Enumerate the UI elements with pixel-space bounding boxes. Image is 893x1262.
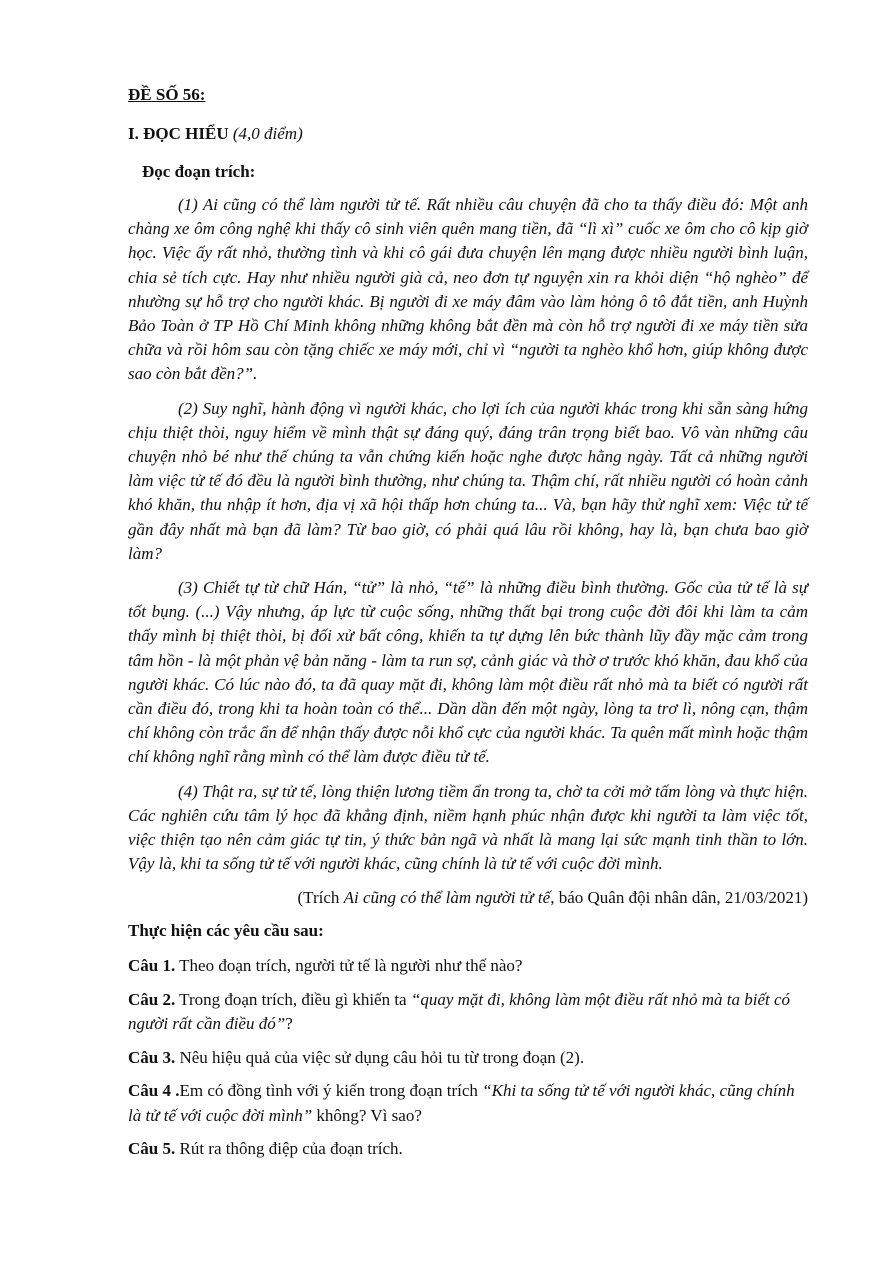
citation-title: Ai cũng có thể làm người tử tế: [343, 888, 551, 908]
question-text: Theo đoạn trích, người tử tế là người như thế nào?: [175, 956, 523, 976]
question-text: Trong đoạn trích, điều gì khiến ta: [175, 989, 411, 1009]
section-points: (4,0 điểm): [232, 124, 303, 143]
passage-paragraph-3: (3) Chiết tự từ chữ Hán, “tử” là nhỏ, “tế” là những điều bình thường. Gốc của tử tế là sự tốt bụng. (...) Vậy nhưng, áp lực từ cuộc sống, những thất bại trong cuộc đời đôi khi làm ta cảm thấy mình bị thiệt thòi, bị đối xử bất công, khiến ta tự dựng lên bức thành lũy đầy mặc cảm trong tâm hồn - là một phản vệ bản năng - làm ta run sợ, cảnh giác và thờ ơ trước khó khăn, đau khổ của người khác. Có lúc nào đó, ta đã quay mặt đi, không làm một điều rất nhỏ mà ta biết có người rất cần điều đó, trong khi ta hoàn toàn có thể... Dần dần đến một ngày, lòng ta trơ lì, nông cạn, thậm chí không còn trắc ẩn để nhận thấy được nỗi khổ cực của người khác. Ta quên mất mình hoặc thậm chí không nghĩ rằng mình có thể làm được điều tử tế.: [128, 578, 808, 767]
passage-paragraph-1: (1) Ai cũng có thể làm người tử tế. Rất nhiều câu chuyện đã cho ta thấy điều đó: Một anh chàng xe ôm công nghệ khi thấy cô sinh viên quên mang tiền, đã “lì xì” cuốc xe ôm cho cô kịp giờ học. Việc ấy rất nhỏ, thường tình và khi cô gái đưa chuyện lên mạng được nhiều người bình luận, chia sẻ tích cực. Hay như nhiều người già cả, neo đơn tự nguyện xin ra khỏi diện “hộ nghèo” để nhường sự hỗ trợ cho người khác. Bị người đi xe máy đâm vào làm hỏng ô tô đắt tiền, anh Huỳnh Bảo Toàn ở TP Hồ Chí Minh không những không bắt đền mà còn hỗ trợ người đi xe máy tiền sửa chữa và rồi hôm sau còn tặng chiếc xe máy mới, chỉ vì “người ta nghèo khổ hơn, giúp không được sao còn bắt đền?”.: [128, 195, 808, 384]
passage-paragraph-4: (4) Thật ra, sự tử tế, lòng thiện lương tiềm ẩn trong ta, chờ ta cởi mở tấm lòng và thực hiện. Các nghiên cứu tâm lý học đã khẳng định, niềm hạnh phúc nhận được khi người ta làm việc tốt, việc thiện tạo nên cảm giác tự tin, ý thức bản ngã và nhất là mang lại sức mạnh tinh thần to lớn. Vậy là, khi ta sống tử tế với người khác, cũng chính là tử tế với cuộc đời mình.: [128, 781, 808, 874]
source-citation: [128, 886, 808, 910]
document-page: [128, 84, 808, 1171]
citation-prefix: (Trích: [297, 888, 344, 908]
question-label: Câu 4 .: [128, 1081, 180, 1101]
section-title: I. ĐỌC HIỂU: [128, 124, 229, 143]
question-quote: “Khi ta sống tử tế với người khác, cũng chính là tử tế với cuộc đời mình”: [128, 1081, 795, 1125]
passage-paragraph-2: (2) Suy nghĩ, hành động vì người khác, cho lợi ích của người khác trong khi sẵn sàng hứng chịu thiệt thòi, nguy hiểm về mình thật sự đáng quý, đáng trân trọng biết bao. Vô vàn những câu chuyện nhỏ bé như thế chúng ta vẫn chứng kiến hoặc nghe được hằng ngày. Tất cả những người làm việc tử tế đó đều là người bình thường, như chúng ta. Thậm chí, rất nhiều người có hoàn cảnh khó khăn, thu nhập ít hơn, địa vị xã hội thấp hơn chúng ta... Và, bạn hãy thử nghĩ xem: Việc tử tế gần đây nhất mà bạn đã làm? Từ bao giờ, có phải quá lâu rồi không, hay là, bạn chưa bao giờ làm?: [128, 398, 808, 563]
question-text: Em có đồng tình với ý kiến trong đoạn trích: [179, 1081, 483, 1101]
citation-suffix: , báo Quân đội nhân dân, 21/03/2021): [550, 888, 808, 908]
question-label: Câu 1.: [128, 956, 176, 976]
read-label: Đọc đoạn trích:: [142, 162, 256, 181]
question-5: [128, 1137, 808, 1162]
exam-title: ĐỀ SỐ 56:: [128, 85, 206, 104]
question-quote: “quay mặt đi, không làm một điều rất nhỏ mà ta biết có người rất cần điều đó”: [128, 989, 791, 1034]
question-label: Câu 2.: [128, 989, 176, 1009]
question-1: [128, 954, 808, 979]
question-text: Rút ra thông điệp của đoạn trích.: [175, 1139, 403, 1159]
question-label: Câu 3.: [128, 1047, 176, 1067]
question-4: [128, 1079, 808, 1128]
question-2: [128, 988, 808, 1037]
question-3: [128, 1046, 808, 1071]
question-label: Câu 5.: [128, 1139, 176, 1159]
section-heading: [128, 123, 808, 145]
question-text-end: ?: [285, 1014, 293, 1034]
tasks-label: Thực hiện các yêu cầu sau:: [128, 921, 324, 941]
question-text-end: không? Vì sao?: [312, 1105, 422, 1125]
question-text: Nêu hiệu quả của việc sử dụng câu hỏi tu từ trong đoạn (2).: [175, 1047, 585, 1067]
